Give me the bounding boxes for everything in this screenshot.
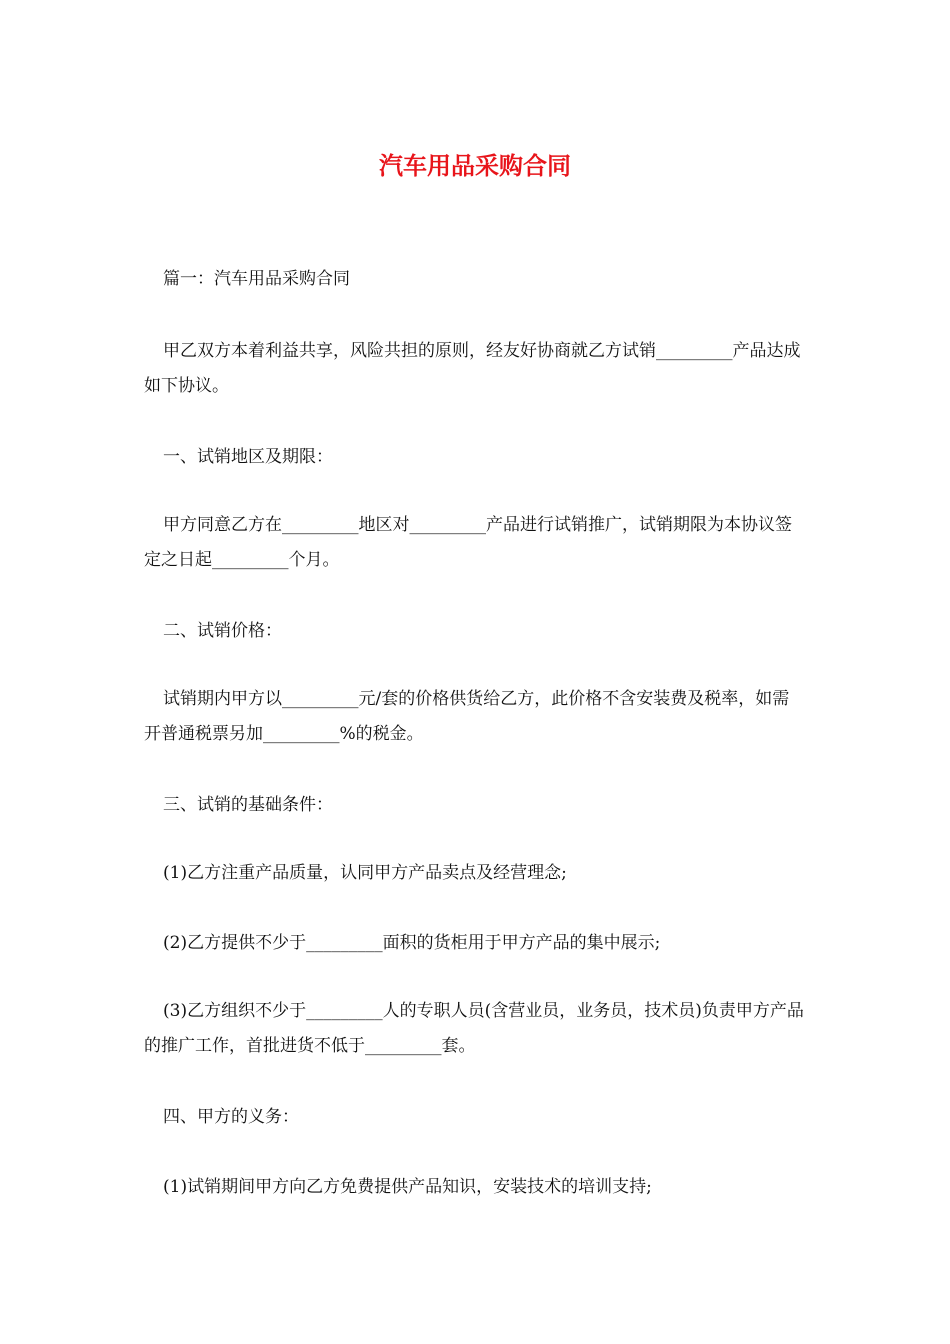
paragraph-condition-3: (3)乙方组织不少于_________人的专职人员(含营业员，业务员，技术员)负责甲方产品的推广工作，首批进货不低于_________套。 xyxy=(144,1001,804,1056)
document-title: 汽车用品采购合同 xyxy=(379,151,571,180)
paragraph-heading-conditions: 三、试销的基础条件： xyxy=(163,795,333,815)
paragraph-intro: 甲乙双方本着利益共享，风险共担的原则，经友好协商就乙方试销_________产品达成如下协议。 xyxy=(144,341,801,396)
paragraph-heading-region-term: 一、试销地区及期限： xyxy=(163,447,333,467)
paragraph-price: 试销期内甲方以_________元/套的价格供货给乙方，此价格不含安装费及税率，如需开普通税票另加_________%的税金。 xyxy=(144,689,790,744)
paragraph-condition-2: (2)乙方提供不少于_________面积的货柜用于甲方产品的集中展示; xyxy=(163,933,661,953)
paragraph-region-term: 甲方同意乙方在_________地区对_________产品进行试销推广，试销期限为本协议签定之日起_________个月。 xyxy=(144,515,792,570)
paragraph-duty-1: (1)试销期间甲方向乙方免费提供产品知识，安装技术的培训支持; xyxy=(163,1177,652,1197)
paragraph-condition-1: (1)乙方注重产品质量，认同甲方产品卖点及经营理念; xyxy=(163,863,567,883)
paragraph-section-heading: 篇一：汽车用品采购合同 xyxy=(163,269,350,289)
paragraph-heading-party-a-duties: 四、甲方的义务： xyxy=(163,1107,299,1127)
paragraph-heading-price: 二、试销价格： xyxy=(163,621,282,641)
